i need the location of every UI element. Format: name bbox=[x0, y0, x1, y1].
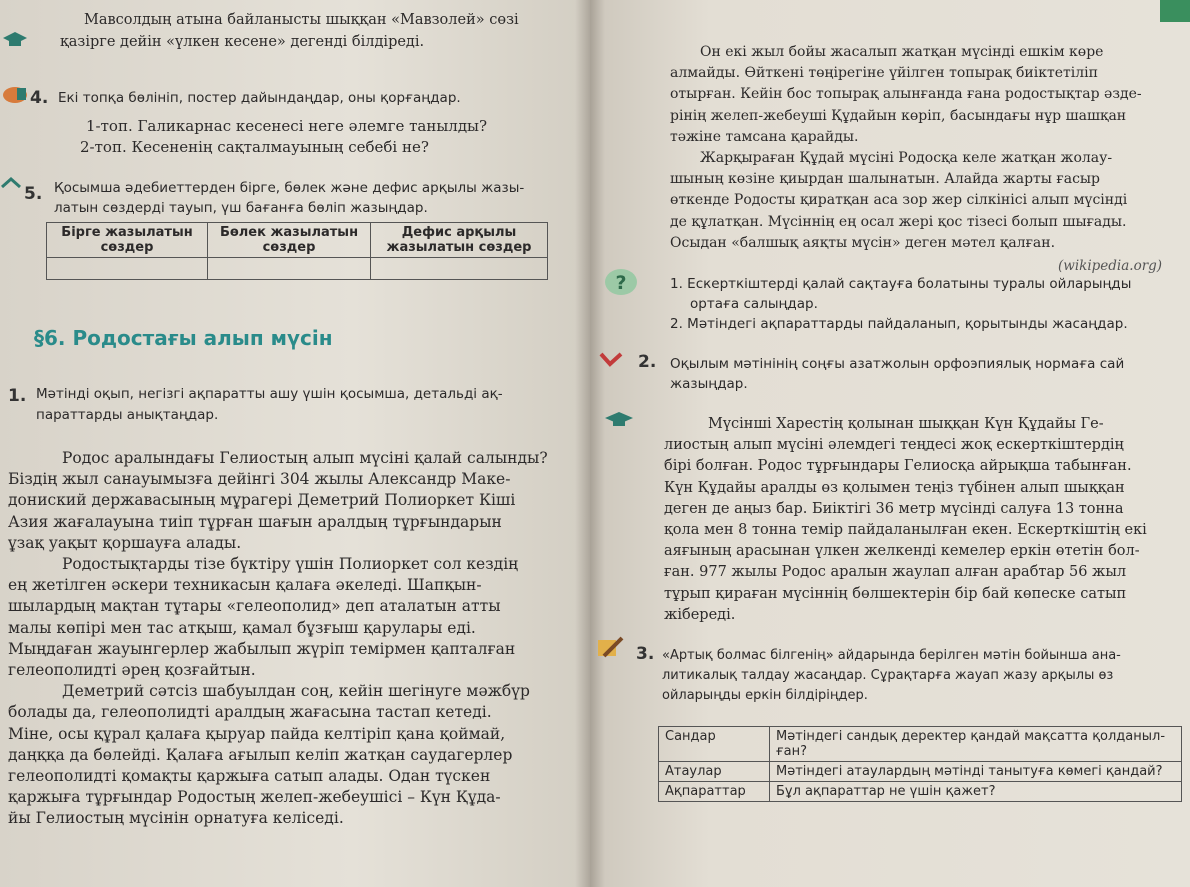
poster-icon bbox=[2, 86, 28, 108]
text-line: шылардың мақтан тұтары «гелеополид» деп аталатын атты bbox=[8, 597, 501, 616]
text-line: Жарқыраған Құдай мүсіні Родосқа келе жатқан жолау- bbox=[700, 150, 1113, 166]
text-line: Біздің жыл санауымызға дейінгі 304 жылы Александр Маке- bbox=[8, 470, 511, 489]
pencil-icon bbox=[596, 634, 626, 664]
text-line: Мүсінші Харестің қолынан шыққан Күн Құдайы Ге- bbox=[708, 416, 1104, 432]
text-line: шының көзіне қиырдан шалынатын. Алайда жарты ғасыр bbox=[670, 171, 1101, 188]
text-line: тұрып қираған мүсіннің бөлшектерін бір бай көпеске сатып bbox=[664, 585, 1127, 602]
text-line: деген де аңыз бар. Биіктігі 36 метр мүсінді салуға 13 тонна bbox=[664, 500, 1124, 517]
task3-number: 3. bbox=[636, 644, 655, 664]
text-line: де құлатқан. Мүсіннің ең осал жері қос тізесі болып шығады. bbox=[670, 213, 1127, 230]
text-line: ұзақ уақыт қоршауға алады. bbox=[8, 533, 242, 552]
table-empty-cell bbox=[47, 258, 208, 280]
table-label-cell: Атаулар bbox=[659, 762, 770, 782]
task2-line-1: Оқылым мәтінінің соңғы азатжолын орфоэпиялық нормаға сай bbox=[670, 356, 1125, 372]
text-line: ең жетілген әскери техникасын қалаға әкеледі. Шапқын- bbox=[8, 576, 482, 595]
table-header-cell: Дефис арқылы жазылатын сөздер bbox=[371, 223, 548, 258]
text-line: рінің желеп-жебеуші Құдайын көріп, басындағы нұр шашқан bbox=[670, 107, 1127, 124]
table-label-cell: Ақпараттар bbox=[659, 782, 770, 802]
table-question-cell: Мәтіндегі атаулардың мәтінді танытуға көмегі қандай? bbox=[770, 762, 1182, 782]
text-line: болады да, гелеополидті аралдың жағасына тастап кетеді. bbox=[8, 703, 492, 722]
task2-number: 2. bbox=[638, 352, 657, 372]
task1-line-1: Мәтінді оқып, негізгі ақпаратты ашу үшін қосымша, детальді ақ- bbox=[36, 386, 503, 402]
text-line: алмайды. Өйткені төңірегіне үйілген топырақ биіктетіліп bbox=[670, 65, 1098, 82]
text-line: бірі болған. Родос тұрғындары Гелиосқа айрықша табынған. bbox=[664, 458, 1132, 475]
text-line: даңққа да бөлейді. Қалаға ағылып келіп жатқан саудагерлер bbox=[8, 745, 513, 764]
source-credit: (wikipedia.org) bbox=[1058, 258, 1163, 274]
graduation-cap-icon bbox=[2, 30, 28, 54]
task3-table bbox=[658, 726, 1182, 802]
question-icon bbox=[604, 268, 638, 300]
intro-line-2: қазірге дейін «үлкен кесене» дегенді білдіреді. bbox=[60, 34, 425, 50]
task3-line-3: ойларыңды еркін білдіріңдер. bbox=[662, 688, 868, 703]
task4-number: 4. bbox=[30, 88, 49, 108]
text-line: йы Гелиостың мүсінін орнатуға келіседі. bbox=[8, 809, 344, 828]
book-gutter bbox=[575, 0, 605, 887]
text-line: Осыдан «балшық аяқты мүсін» деген мәтел қалған. bbox=[670, 234, 1056, 251]
table-row bbox=[659, 727, 1182, 762]
question-1-line-1: 1. Ескерткіштерді қалай сақтауға болатыны туралы ойларыңды bbox=[670, 276, 1132, 292]
text-line: өткенде Родосты қиратқан аса зор жер сілкінісі алып мүсінді bbox=[670, 192, 1128, 209]
text-line: Он екі жыл бойы жасалып жатқан мүсінді ешкім көре bbox=[700, 44, 1104, 60]
text-line: малы көпірі мен тас атқыш, қамал бұзғыш қарулары еді. bbox=[8, 618, 476, 637]
task5-table bbox=[46, 222, 548, 280]
task1-line-2: параттарды анықтаңдар. bbox=[36, 407, 219, 423]
text-line: аяғының арасынан үлкен желкенді кемелер еркін өтетін бол- bbox=[664, 543, 1140, 560]
table-row bbox=[659, 782, 1182, 802]
task4-text: Екі топқа бөлініп, постер дайындаңдар, оны қорғаңдар. bbox=[58, 90, 461, 106]
table-question-cell: Бұл ақпараттар не үшін қажет? bbox=[770, 782, 1182, 802]
table-row bbox=[659, 762, 1182, 782]
text-line: жібереді. bbox=[664, 606, 736, 623]
text-line: қола мен 8 тонна темір пайдаланылған екен. Ескерткіштің екі bbox=[664, 522, 1147, 538]
text-line: Азия жағалауына тиіп тұрған шағын аралдың тұрғындарын bbox=[8, 512, 502, 531]
text-line: ған. 977 жылы Родос аралын жаулап алған арабтар 56 жыл bbox=[664, 564, 1127, 581]
question-1-line-2: ортаға салыңдар. bbox=[690, 296, 818, 312]
page-tab bbox=[1160, 0, 1190, 22]
text-line: Родос аралындағы Гелиостың алып мүсіні қалай салынды? bbox=[62, 449, 548, 467]
text-line: Деметрий сәтсіз шабуылдан соң, кейін шегінуге мәжбүр bbox=[62, 682, 530, 701]
section-title: §6. Родостағы алып мүсін bbox=[34, 326, 333, 350]
text-line: тәжіне тамсана қарайды. bbox=[670, 128, 859, 145]
task3-line-1: «Артық болмас білгенің» айдарында берілген мәтін бойынша ана- bbox=[662, 648, 1121, 663]
task2-line-2: жазыңдар. bbox=[670, 376, 748, 392]
table-header-cell: Бірге жазылатын сөздер bbox=[47, 223, 208, 258]
table-header-cell: Бөлек жазылатын сөздер bbox=[208, 223, 371, 258]
text-line: дониский державасының мұрагері Деметрий Полиоркет Кіші bbox=[8, 491, 516, 510]
task5-number: 5. bbox=[24, 184, 43, 204]
text-line: Міне, осы құрал қалаға қыруар пайда келтіріп қана қоймай, bbox=[8, 724, 506, 743]
text-line: Күн Құдайы аралды өз қолымен теңіз түбінен алып шыққан bbox=[664, 479, 1125, 496]
text-line: қаржыға тұрғындар Родостың желеп-жебеушісі – Күн Құда- bbox=[8, 788, 501, 807]
question-2: 2. Мәтіндегі ақпараттарды пайдаланып, қорытынды жасаңдар. bbox=[670, 316, 1128, 332]
task4-group2: 2-топ. Кесененің сақталмауының себебі не? bbox=[80, 138, 429, 156]
home-icon bbox=[0, 176, 22, 200]
text-line: гелеополидті қомақты қаржыға сатып алады. Одан түскен bbox=[8, 767, 491, 785]
task5-line-1: Қосымша әдебиеттерден бірге, бөлек және дефис арқылы жазы- bbox=[54, 180, 525, 196]
table-label-cell: Сандар bbox=[659, 727, 770, 762]
task5-line-2: латын сөздерді тауып, үш бағанға бөліп жазыңдар. bbox=[54, 200, 428, 216]
table-empty-cell bbox=[371, 258, 548, 280]
svg-text:?: ? bbox=[615, 272, 627, 294]
task1-number: 1. bbox=[8, 386, 27, 406]
text-line: Родостықтарды тізе бүктіру үшін Полиоркет сол кездің bbox=[62, 555, 519, 573]
intro-line-1: Мавсолдың атына байланысты шыққан «Мавзолей» сөзі bbox=[84, 12, 519, 28]
table-empty-cell bbox=[208, 258, 371, 280]
text-line: лиостың алып мүсіні әлемдегі теңдесі жоқ ескерткіштердің bbox=[664, 437, 1124, 454]
task4-group1: 1-топ. Галикарнас кесенесі неге әлемге танылды? bbox=[86, 117, 488, 135]
text-line: Мыңдаған жауынгерлер жабылып жүріп темірмен қапталған bbox=[8, 639, 516, 658]
text-line: гелеополидті әрең қозғайтын. bbox=[8, 661, 256, 679]
graduation-cap-icon bbox=[604, 410, 634, 434]
task3-line-2: литикалық талдау жасаңдар. Сұрақтарға жауап жазу арқылы өз bbox=[662, 668, 1114, 683]
text-line: отырған. Кейін бос топырақ алынғанда ғана родостықтар әзде- bbox=[670, 86, 1142, 103]
table-question-cell: Мәтіндегі сандық деректер қандай мақсатта қолданыл- ған? bbox=[770, 727, 1182, 762]
check-icon bbox=[598, 348, 624, 372]
